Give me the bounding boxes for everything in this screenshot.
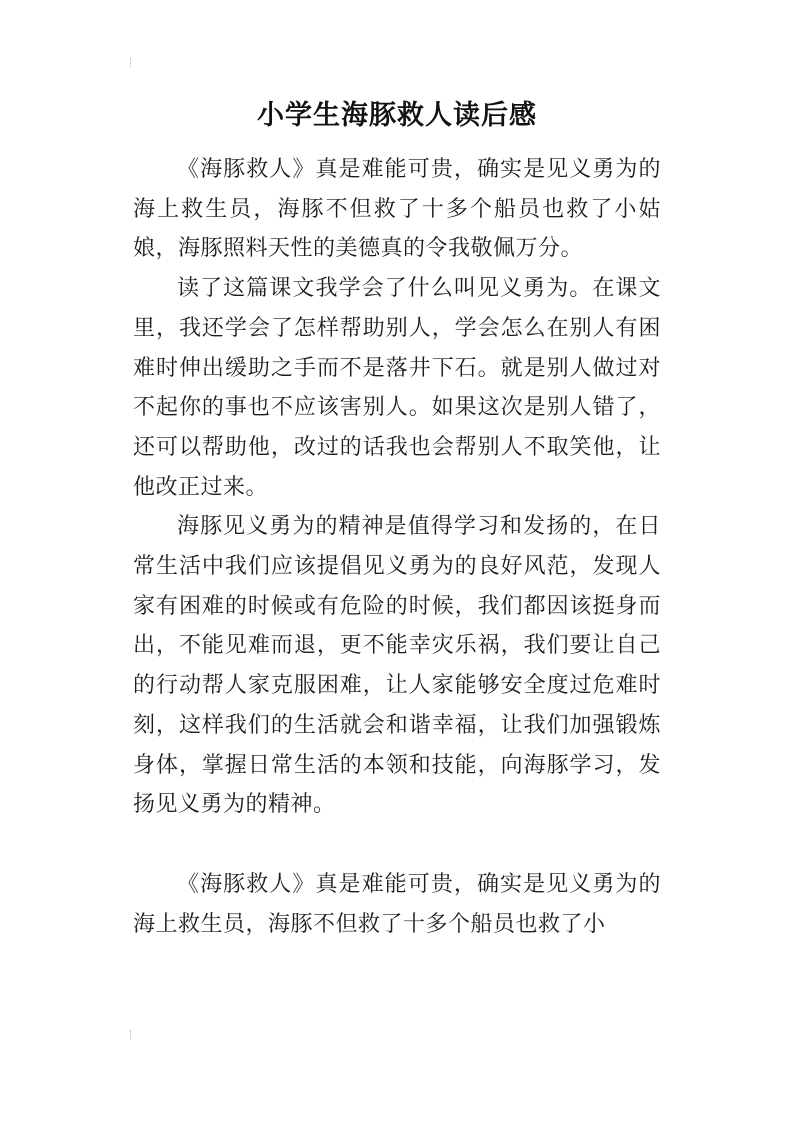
page-corner-mark-top [130, 58, 137, 68]
page-corner-mark-bottom [130, 1030, 137, 1040]
document-title: 小学生海豚救人读后感 [257, 100, 537, 131]
paragraph-4: 《海豚救人》真是难能可贵，确实是见义勇为的海上救生员，海豚不但救了十多个船员也救了小 [133, 871, 661, 937]
paragraph-3: 海豚见义勇为的精神是值得学习和发扬的，在日常生活中我们应该提倡见义勇为的良好风范，发现人家有困难的时候或有危险的时候，我们都因该挺身而出，不能见难而退，更不能幸灾乐祸，我们要让自己的行动帮人家克服困难，让人家能够安全度过危难时刻，这样我们的生活就会和谐幸福，让我们加强锻炼身体，掌握日常生活的本领和技能，向海豚学习，发扬见义勇为的精神。 [133, 514, 661, 818]
document-body [133, 150, 661, 944]
paragraph-2: 读了这篇课文我学会了什么叫见义勇为。在课文里，我还学会了怎样帮助别人，学会怎么在别人有困难时伸出缓助之手而不是落井下石。就是别人做过对不起你的事也不应该害别人。如果这次是别人错了，还可以帮助他，改过的话我也会帮别人不取笑他，让他改正过来。 [133, 276, 661, 500]
paragraph-1: 《海豚救人》真是难能可贵，确实是见义勇为的海上救生员，海豚不但救了十多个船员也救了小姑娘，海豚照料天性的美德真的令我敬佩万分。 [133, 157, 661, 262]
paragraph-spacer [133, 825, 661, 865]
